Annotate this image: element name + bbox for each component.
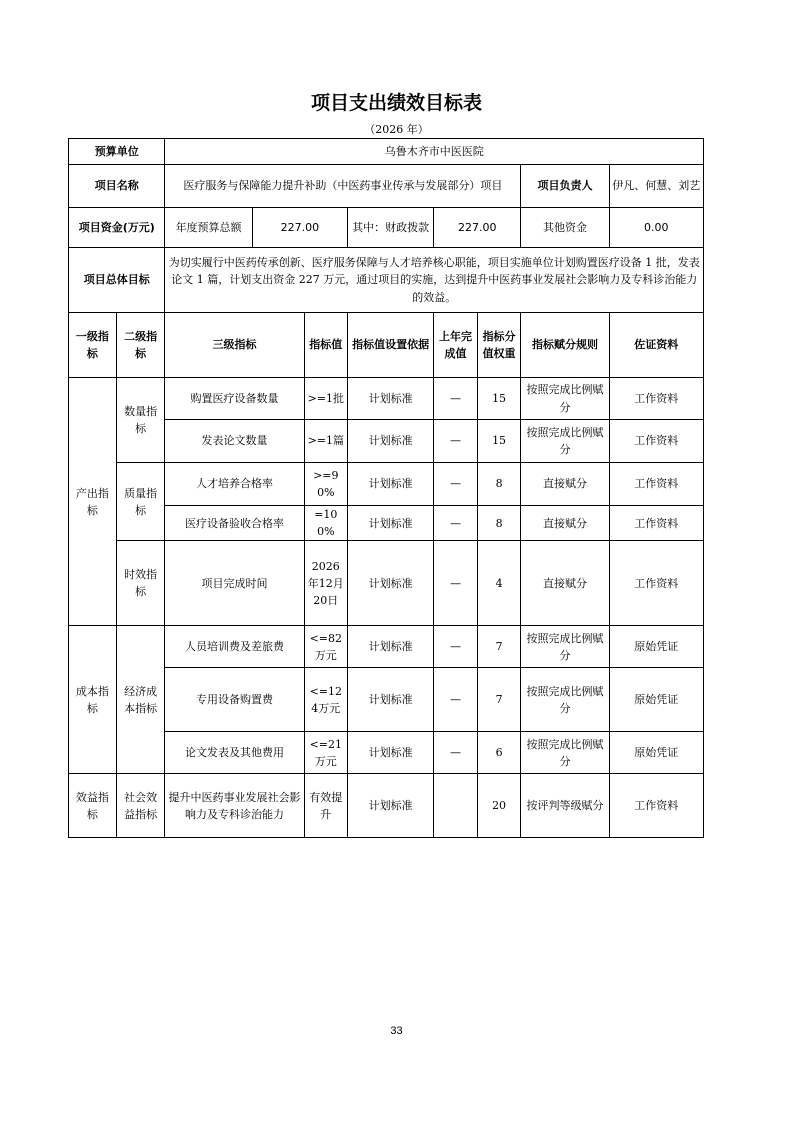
indicator-rule: 按照完成比例赋分 bbox=[521, 420, 609, 463]
indicator-value: <=82万元 bbox=[304, 626, 348, 668]
header-value: 指标值 bbox=[304, 313, 348, 378]
header-basis: 指标值设置依据 bbox=[348, 313, 434, 378]
funds-label: 项目资金(万元) bbox=[69, 208, 165, 248]
indicator-rule: 按评判等级赋分 bbox=[521, 774, 609, 838]
indicator-weight: 8 bbox=[477, 463, 521, 506]
group-social: 社会效益指标 bbox=[116, 774, 165, 838]
unit-label: 预算单位 bbox=[69, 139, 165, 165]
indicator-last-year: — bbox=[434, 541, 478, 626]
goal-label: 项目总体目标 bbox=[69, 248, 165, 313]
indicator-last-year: — bbox=[434, 732, 478, 774]
indicator-evidence: 工作资料 bbox=[609, 463, 703, 506]
indicator-name: 人员培训费及差旅费 bbox=[165, 626, 304, 668]
goal-row bbox=[69, 248, 704, 313]
indicator-evidence: 工作资料 bbox=[609, 541, 703, 626]
group-output: 产出指标 bbox=[69, 378, 117, 626]
indicator-last-year bbox=[434, 774, 478, 838]
indicator-basis: 计划标准 bbox=[348, 774, 434, 838]
indicator-rule: 直接赋分 bbox=[521, 541, 609, 626]
indicator-last-year: — bbox=[434, 626, 478, 668]
indicator-rule: 按照完成比例赋分 bbox=[521, 378, 609, 420]
indicator-weight: 8 bbox=[477, 506, 521, 541]
fiscal-value: 227.00 bbox=[434, 208, 521, 248]
indicator-rule: 按照完成比例赋分 bbox=[521, 732, 609, 774]
project-leader-value: 伊凡、何慧、刘艺 bbox=[609, 165, 703, 208]
indicator-weight: 20 bbox=[477, 774, 521, 838]
indicator-evidence: 工作资料 bbox=[609, 420, 703, 463]
indicator-basis: 计划标准 bbox=[348, 463, 434, 506]
table-row bbox=[69, 541, 704, 626]
header-row bbox=[69, 313, 704, 378]
indicator-name: 论文发表及其他费用 bbox=[165, 732, 304, 774]
indicator-basis: 计划标准 bbox=[348, 541, 434, 626]
indicator-value: 有效提升 bbox=[304, 774, 348, 838]
indicator-rule: 直接赋分 bbox=[521, 506, 609, 541]
header-weight: 指标分值权重 bbox=[477, 313, 521, 378]
header-evidence: 佐证资料 bbox=[609, 313, 703, 378]
indicator-last-year: — bbox=[434, 668, 478, 732]
table-row bbox=[69, 378, 704, 420]
unit-row bbox=[69, 139, 704, 165]
indicator-name: 购置医疗设备数量 bbox=[165, 378, 304, 420]
indicator-basis: 计划标准 bbox=[348, 420, 434, 463]
indicator-evidence: 原始凭证 bbox=[609, 626, 703, 668]
other-funds-label: 其他资金 bbox=[521, 208, 609, 248]
annual-budget-label: 年度预算总额 bbox=[165, 208, 252, 248]
group-quality: 质量指标 bbox=[116, 463, 165, 541]
indicator-rule: 按照完成比例赋分 bbox=[521, 626, 609, 668]
indicator-evidence: 原始凭证 bbox=[609, 668, 703, 732]
indicator-last-year: — bbox=[434, 420, 478, 463]
indicator-value: >=90% bbox=[304, 463, 348, 506]
indicator-value: =100% bbox=[304, 506, 348, 541]
indicator-name: 项目完成时间 bbox=[165, 541, 304, 626]
indicator-basis: 计划标准 bbox=[348, 732, 434, 774]
project-name-row bbox=[69, 165, 704, 208]
unit-value: 乌鲁木齐市中医医院 bbox=[165, 139, 704, 165]
indicator-last-year: — bbox=[434, 378, 478, 420]
indicator-basis: 计划标准 bbox=[348, 668, 434, 732]
funds-row bbox=[69, 208, 704, 248]
indicator-weight: 6 bbox=[477, 732, 521, 774]
indicator-last-year: — bbox=[434, 463, 478, 506]
document-year: （2026 年） bbox=[364, 123, 429, 136]
indicator-value: >=1篇 bbox=[304, 420, 348, 463]
group-economic: 经济成本指标 bbox=[116, 626, 165, 774]
indicator-basis: 计划标准 bbox=[348, 626, 434, 668]
group-cost: 成本指标 bbox=[69, 626, 117, 774]
indicator-name: 医疗设备验收合格率 bbox=[165, 506, 304, 541]
indicator-evidence: 工作资料 bbox=[609, 506, 703, 541]
group-quantity: 数量指标 bbox=[116, 378, 165, 463]
indicator-weight: 7 bbox=[477, 668, 521, 732]
indicator-weight: 7 bbox=[477, 626, 521, 668]
indicator-name: 专用设备购置费 bbox=[165, 668, 304, 732]
project-name-label: 项目名称 bbox=[69, 165, 165, 208]
indicator-value: <=21万元 bbox=[304, 732, 348, 774]
indicator-evidence: 工作资料 bbox=[609, 774, 703, 838]
indicator-evidence: 工作资料 bbox=[609, 378, 703, 420]
indicator-basis: 计划标准 bbox=[348, 506, 434, 541]
annual-budget-value: 227.00 bbox=[252, 208, 347, 248]
performance-target-table bbox=[68, 138, 704, 838]
indicator-rule: 直接赋分 bbox=[521, 463, 609, 506]
table-row bbox=[69, 626, 704, 668]
other-funds-value: 0.00 bbox=[609, 208, 703, 248]
indicator-basis: 计划标准 bbox=[348, 378, 434, 420]
group-timeliness: 时效指标 bbox=[116, 541, 165, 626]
indicator-value: >=1批 bbox=[304, 378, 348, 420]
fiscal-label: 其中：财政拨款 bbox=[348, 208, 434, 248]
header-level2: 二级指标 bbox=[116, 313, 165, 378]
indicator-weight: 4 bbox=[477, 541, 521, 626]
project-leader-label: 项目负责人 bbox=[521, 165, 609, 208]
header-last-year: 上年完成值 bbox=[434, 313, 478, 378]
indicator-evidence: 原始凭证 bbox=[609, 732, 703, 774]
page-number: 33 bbox=[390, 1025, 403, 1037]
header-level3: 三级指标 bbox=[165, 313, 304, 378]
header-rule: 指标赋分规则 bbox=[521, 313, 609, 378]
indicator-rule: 按照完成比例赋分 bbox=[521, 668, 609, 732]
indicator-name: 发表论文数量 bbox=[165, 420, 304, 463]
indicator-weight: 15 bbox=[477, 378, 521, 420]
group-benefit: 效益指标 bbox=[69, 774, 117, 838]
table-row bbox=[69, 774, 704, 838]
indicator-last-year: — bbox=[434, 506, 478, 541]
document-title: 项目支出绩效目标表 bbox=[310, 92, 482, 114]
goal-text: 为切实履行中医药传承创新、医疗服务保障与人才培养核心职能，项目实施单位计划购置医疗设备 1 批，发表论文 1 篇，计划支出资金 227 万元，通过项目的实施，达到提升中医药事业发展社会影响力及专科诊治能力的效益。 bbox=[165, 248, 704, 313]
indicator-value: 2026年12月20日 bbox=[304, 541, 348, 626]
indicator-weight: 15 bbox=[477, 420, 521, 463]
indicator-name: 人才培养合格率 bbox=[165, 463, 304, 506]
indicator-name: 提升中医药事业发展社会影响力及专科诊治能力 bbox=[165, 774, 304, 838]
table-row bbox=[69, 463, 704, 506]
project-name-value: 医疗服务与保障能力提升补助（中医药事业传承与发展部分）项目 bbox=[165, 165, 521, 208]
header-level1: 一级指标 bbox=[69, 313, 117, 378]
indicator-value: <=124万元 bbox=[304, 668, 348, 732]
